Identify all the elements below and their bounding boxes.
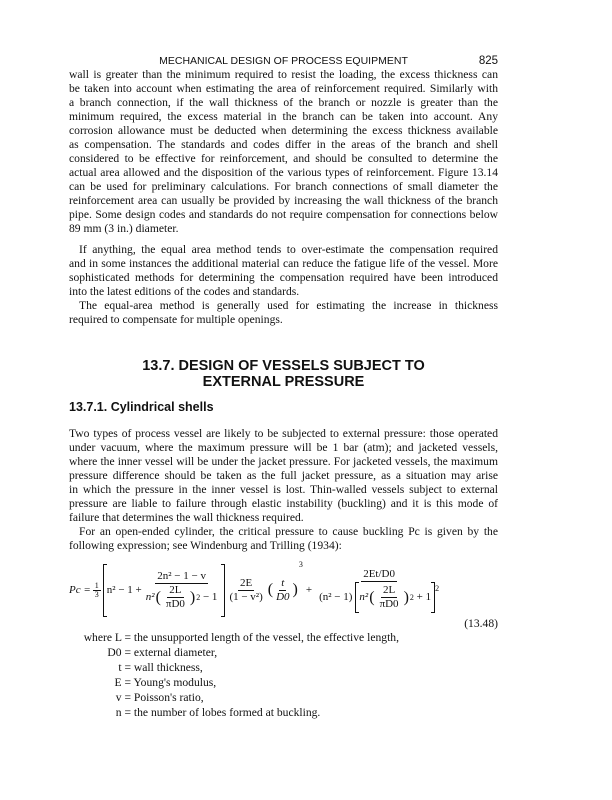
where-item xyxy=(69,691,204,705)
text-line: required to compensate for multiple openings. xyxy=(69,313,283,326)
subsection-heading: 13.7.1. Cylindrical shells xyxy=(69,400,214,414)
text-line: The equal-area method is generally used for estimating the increase in thickness xyxy=(79,299,498,312)
text-line: For an open-ended cylinder, the critical pressure to cause buckling Pc is given by the xyxy=(79,525,498,538)
where-definition: Poisson's ratio, xyxy=(133,691,204,704)
text-line: a branch connection, if the wall thickness of the branch or nozzle is greater than the xyxy=(69,96,498,109)
text-line: pipe. Some design codes and standards do not require compensation for connections below xyxy=(69,208,498,221)
text-line: under vacuum, where the maximum pressure will be 1 bar (atm); and jacketed vessels, xyxy=(69,441,498,454)
eq-frac-2Et: 2Et/D0 (n² − 1) n² ( 2L πD0 ) 2 + 1 $^2$ xyxy=(317,568,441,613)
text-line: into the latest editions of the codes and standards. xyxy=(69,285,300,298)
where-definition: wall thickness, xyxy=(133,661,203,674)
where-item xyxy=(69,676,216,690)
where-symbol: E = xyxy=(114,676,131,689)
header-title: MECHANICAL DESIGN OF PROCESS EQUIPMENT xyxy=(159,55,408,67)
where-symbol: D0 = xyxy=(107,646,131,659)
where-item xyxy=(69,646,217,660)
section-heading-line-2: EXTERNAL PRESSURE xyxy=(202,374,365,390)
text-line: where the inner vessel will be under the jacket pressure. For jacketed vessels, the maximum xyxy=(69,455,498,468)
running-header xyxy=(69,55,498,69)
text-line: can be used for preliminary calculations. For branch connections of small diameter the xyxy=(69,180,498,193)
where-symbol: n = xyxy=(115,706,131,719)
eq-one-third: $\frac{1}{3}$ xyxy=(94,580,99,599)
where-item xyxy=(69,631,399,645)
where-symbol: v = xyxy=(115,691,131,704)
where-definition: Young's modulus, xyxy=(133,676,217,689)
text-line: pressure are liable to failure through elastic instability (buckling) and it is this mode of xyxy=(69,497,498,510)
where-symbol: where L = xyxy=(83,631,131,644)
text-line: actual area allowed and the disposition of the various types of reinforcement. Figure 13.14 xyxy=(69,166,498,179)
text-line: 89 mm (3 in.) diameter. xyxy=(69,222,179,235)
text-line: failure that determines the wall thickness required. xyxy=(69,511,304,524)
eq-lhs: Pc = xyxy=(69,584,91,596)
text-line: considered to be effective for reinforcement, and should be consulted to determine the xyxy=(69,152,498,165)
where-item xyxy=(69,661,203,675)
text-line: and in some instances the additional material can reduce the fatigue life of the vessel. More xyxy=(69,257,498,270)
text-line: Two types of process vessel are likely to be subjected to external pressure: those operated xyxy=(69,427,498,440)
eq-frac-2E: 2E (1 − v²) xyxy=(229,576,263,603)
text-line: minimum required, the excess material in the branch can be taken into account. Any xyxy=(69,110,498,123)
text-line: be taken into account when estimating the area of reinforcement required. Similarly with xyxy=(69,82,498,95)
where-definition: the number of lobes formed at buckling. xyxy=(133,706,321,719)
equation-number: (13.48) xyxy=(464,617,498,630)
eq-bracket-1: n² − 1 + 2n² − 1 − v n² ( 2L πD0 ) 2 − 1 xyxy=(103,564,226,617)
section-heading-line-1: 13.7. DESIGN OF VESSELS SUBJECT TO xyxy=(142,358,425,374)
where-item xyxy=(69,706,320,720)
equation-13-48: Pc = $\frac{1}{3}$ n² − 1 + 2n² − 1 − v n² ( 2L πD0 ) 2 − 1 2E (1 − v²) ( t D0 ) 3 + 2Et/D0 (n² − 1) n² ( 2L πD0 ) 2 + 1 $^2$ xyxy=(69,560,498,620)
text-line: in which the pressure in the inner vessel is lost. Thin-walled vessels subject to external xyxy=(69,483,498,496)
text-line: wall is greater than the minimum required to resist the loading, the excess thickness can xyxy=(69,68,498,81)
text-line: following expression; see Windenburg and Trilling (1934): xyxy=(69,539,342,552)
text-line: as compensation. The standards and codes differ in the areas of the branch and shell xyxy=(69,138,498,151)
where-definition: external diameter, xyxy=(133,646,218,659)
text-line: sophisticated methods for determining the compensation required have been introduced xyxy=(69,271,498,284)
text-line: reinforcement area can usually be provided by increasing the wall thickness of the branch xyxy=(69,194,498,207)
text-line: corrosion allowance must be deducted when determining the excess thickness available xyxy=(69,124,498,137)
text-line: If anything, the equal area method tends to over-estimate the compensation required xyxy=(79,243,498,256)
text-line: pressure difference should be taken as the full jacket pressure, as a situation may arise xyxy=(69,469,498,482)
page-number: 825 xyxy=(478,55,498,67)
where-symbol: t = xyxy=(118,661,131,674)
where-definition: the unsupported length of the vessel, the effective length, xyxy=(133,631,399,644)
